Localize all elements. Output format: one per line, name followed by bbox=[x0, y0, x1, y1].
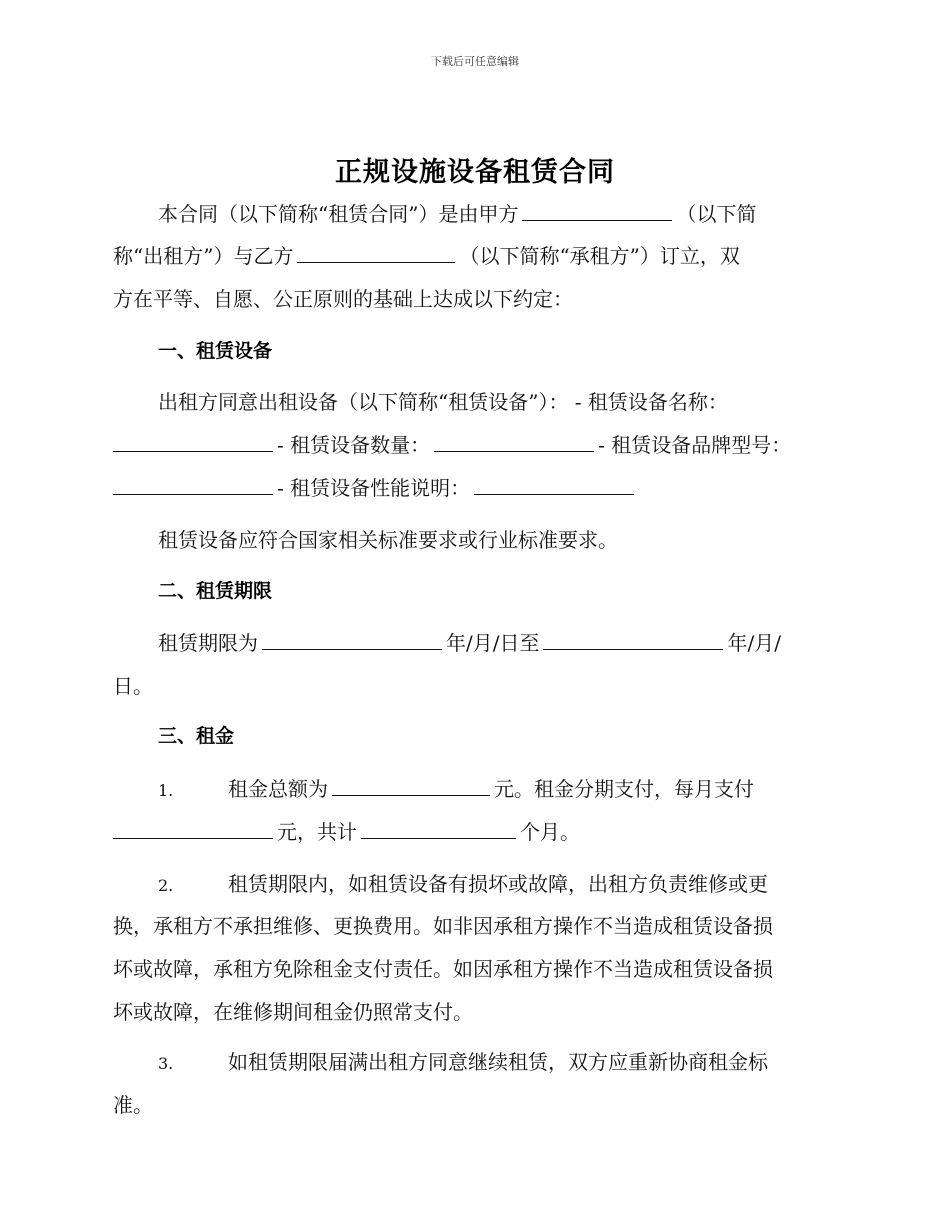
s3-item-3-line-2: 准。 bbox=[113, 1093, 153, 1117]
party-b-blank[interactable] bbox=[297, 244, 455, 263]
equipment-name-blank[interactable] bbox=[113, 433, 273, 452]
section-2-heading: 二、租赁期限 bbox=[158, 580, 273, 602]
end-date-blank[interactable] bbox=[543, 631, 723, 650]
s3-text: 租赁期限内，如租赁设备有损坏或故障，出租方负责维修或更 bbox=[228, 872, 768, 896]
intro-line-3: 方在平等、自愿、公正原则的基础上达成以下约定： bbox=[113, 287, 573, 311]
s3-item-1-line-2 bbox=[113, 816, 580, 845]
equipment-quantity-blank[interactable] bbox=[434, 433, 594, 452]
s3-item-1-line-1 bbox=[158, 773, 754, 802]
section-1-heading: 一、租赁设备 bbox=[158, 340, 273, 362]
s1-line-1: 出租方同意出租设备（以下简称“租赁设备”）： - 租赁设备名称： bbox=[158, 390, 728, 414]
total-rent-blank[interactable] bbox=[332, 777, 490, 796]
item-number: 1. bbox=[158, 781, 174, 800]
party-a-blank[interactable] bbox=[522, 202, 672, 221]
intro-text: 称“出租方”）与乙方 bbox=[113, 244, 294, 268]
start-date-blank[interactable] bbox=[262, 631, 442, 650]
s3-text: 个月。 bbox=[520, 820, 580, 844]
s3-text: 元。租金分期支付，每月支付 bbox=[494, 777, 754, 801]
s3-item-2-line-4: 坏或故障，在维修期间租金仍照常支付。 bbox=[113, 1000, 473, 1024]
intro-text: 本合同（以下简称“租赁合同”）是由甲方 bbox=[158, 202, 519, 226]
s2-line-1 bbox=[158, 627, 781, 656]
s1-line-2 bbox=[113, 429, 791, 458]
intro-text: （以下简称“承租方”）订立，双 bbox=[459, 244, 740, 268]
s1-text: - 租赁设备数量： bbox=[277, 433, 431, 457]
equipment-performance-blank[interactable] bbox=[474, 476, 634, 495]
s1-line-3 bbox=[113, 472, 638, 501]
equipment-model-blank[interactable] bbox=[113, 476, 273, 495]
s2-text: 年/月/ bbox=[727, 631, 781, 655]
s3-item-2-line-3: 坏或故障，承租方免除租金支付责任。如因承租方操作不当造成租赁设备损 bbox=[113, 957, 773, 981]
intro-text: （以下简 bbox=[676, 202, 757, 226]
s3-text: 租金总额为 bbox=[228, 777, 328, 801]
s1-paragraph-2: 租赁设备应符合国家相关标准要求或行业标准要求。 bbox=[158, 528, 618, 552]
intro-line-1 bbox=[158, 198, 756, 227]
s2-text: 年/月/日至 bbox=[446, 631, 540, 655]
item-number: 3. bbox=[158, 1054, 174, 1073]
monthly-rent-blank[interactable] bbox=[113, 820, 273, 839]
s2-line-2: 日。 bbox=[113, 674, 153, 698]
s3-text: 元，共计 bbox=[277, 820, 357, 844]
s3-item-3-line-1 bbox=[158, 1046, 768, 1075]
s1-text: - 租赁设备品牌型号： bbox=[598, 433, 792, 457]
s3-item-2-line-1 bbox=[158, 868, 768, 897]
header-note: 下载后可任意编辑 bbox=[431, 55, 519, 68]
s3-text: 如租赁期限届满出租方同意继续租赁，双方应重新协商租金标 bbox=[228, 1050, 768, 1074]
s1-text: - 租赁设备性能说明： bbox=[277, 476, 471, 500]
item-number: 2. bbox=[158, 876, 174, 895]
document-title: 正规设施设备租赁合同 bbox=[335, 157, 615, 188]
intro-line-2 bbox=[113, 240, 740, 269]
s3-item-2-line-2: 换，承租方不承担维修、更换费用。如非因承租方操作不当造成租赁设备损 bbox=[113, 914, 773, 938]
section-3-heading: 三、租金 bbox=[158, 725, 235, 747]
months-blank[interactable] bbox=[361, 820, 516, 839]
s2-text: 租赁期限为 bbox=[158, 631, 258, 655]
